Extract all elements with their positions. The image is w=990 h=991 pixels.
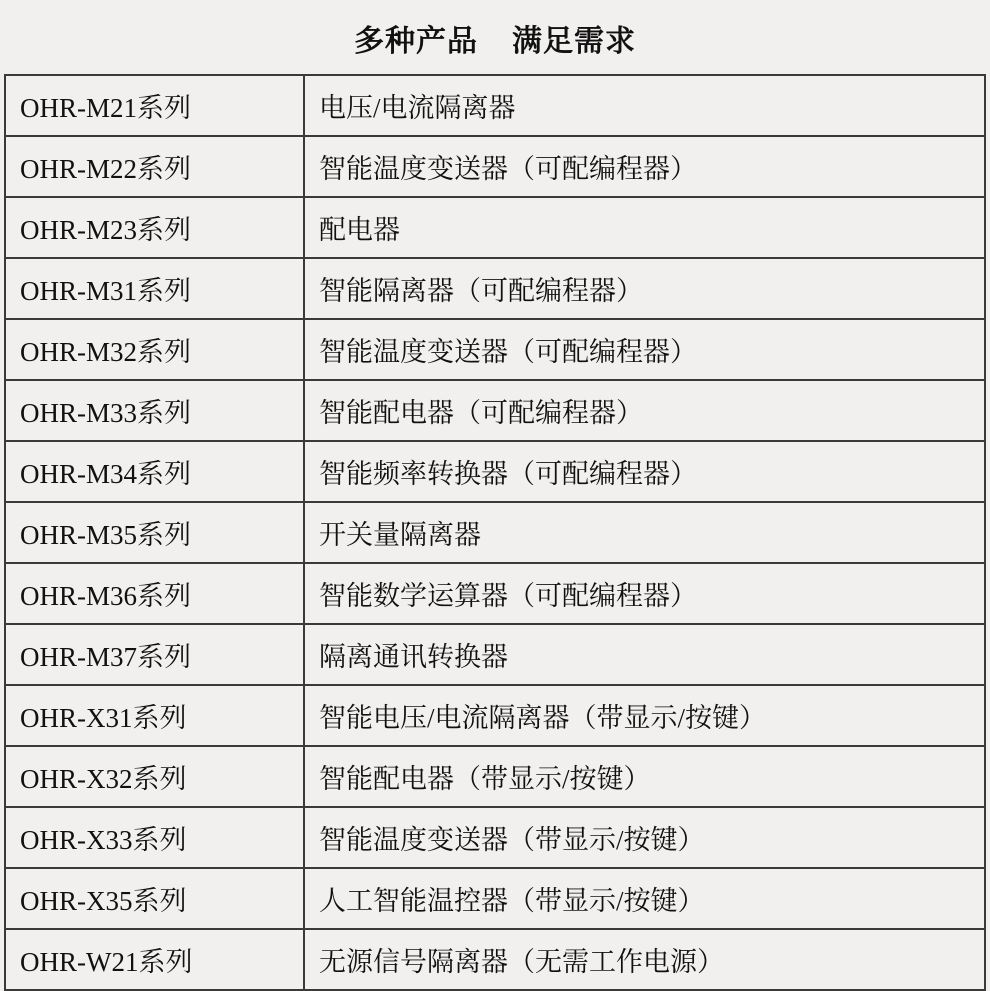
product-description: 开关量隔离器 bbox=[304, 502, 985, 563]
table-row bbox=[5, 75, 985, 136]
table-row bbox=[5, 380, 985, 441]
product-model: OHR-M21系列 bbox=[5, 75, 304, 136]
product-table bbox=[4, 74, 986, 991]
table-row bbox=[5, 868, 985, 929]
table-row bbox=[5, 685, 985, 746]
product-model: OHR-M31系列 bbox=[5, 258, 304, 319]
table-row bbox=[5, 319, 985, 380]
table-row bbox=[5, 746, 985, 807]
product-description: 智能温度变送器（可配编程器） bbox=[304, 319, 985, 380]
table-row bbox=[5, 563, 985, 624]
product-description: 智能温度变送器（可配编程器） bbox=[304, 136, 985, 197]
page-title: 多种产品 满足需求 bbox=[354, 25, 636, 58]
table-row bbox=[5, 624, 985, 685]
table-row bbox=[5, 197, 985, 258]
table-row bbox=[5, 258, 985, 319]
product-description: 智能温度变送器（带显示/按键） bbox=[304, 807, 985, 868]
product-description: 智能电压/电流隔离器（带显示/按键） bbox=[304, 685, 985, 746]
product-description: 智能频率转换器（可配编程器） bbox=[304, 441, 985, 502]
product-description: 配电器 bbox=[304, 197, 985, 258]
product-description: 智能隔离器（可配编程器） bbox=[304, 258, 985, 319]
table-row bbox=[5, 502, 985, 563]
product-model: OHR-X32系列 bbox=[5, 746, 304, 807]
product-description: 智能数学运算器（可配编程器） bbox=[304, 563, 985, 624]
product-model: OHR-M33系列 bbox=[5, 380, 304, 441]
product-table-body bbox=[5, 75, 985, 990]
table-row bbox=[5, 136, 985, 197]
product-description: 智能配电器（带显示/按键） bbox=[304, 746, 985, 807]
product-description: 电压/电流隔离器 bbox=[304, 75, 985, 136]
product-model: OHR-M35系列 bbox=[5, 502, 304, 563]
table-row bbox=[5, 441, 985, 502]
table-row bbox=[5, 929, 985, 990]
product-description: 无源信号隔离器（无需工作电源） bbox=[304, 929, 985, 990]
table-row bbox=[5, 807, 985, 868]
product-description: 智能配电器（可配编程器） bbox=[304, 380, 985, 441]
product-description: 隔离通讯转换器 bbox=[304, 624, 985, 685]
product-model: OHR-M36系列 bbox=[5, 563, 304, 624]
product-model: OHR-M37系列 bbox=[5, 624, 304, 685]
product-model: OHR-M32系列 bbox=[5, 319, 304, 380]
product-model: OHR-W21系列 bbox=[5, 929, 304, 990]
product-model: OHR-X35系列 bbox=[5, 868, 304, 929]
product-model: OHR-M34系列 bbox=[5, 441, 304, 502]
product-model: OHR-X31系列 bbox=[5, 685, 304, 746]
product-description: 人工智能温控器（带显示/按键） bbox=[304, 868, 985, 929]
product-model: OHR-X33系列 bbox=[5, 807, 304, 868]
product-model: OHR-M22系列 bbox=[5, 136, 304, 197]
product-model: OHR-M23系列 bbox=[5, 197, 304, 258]
